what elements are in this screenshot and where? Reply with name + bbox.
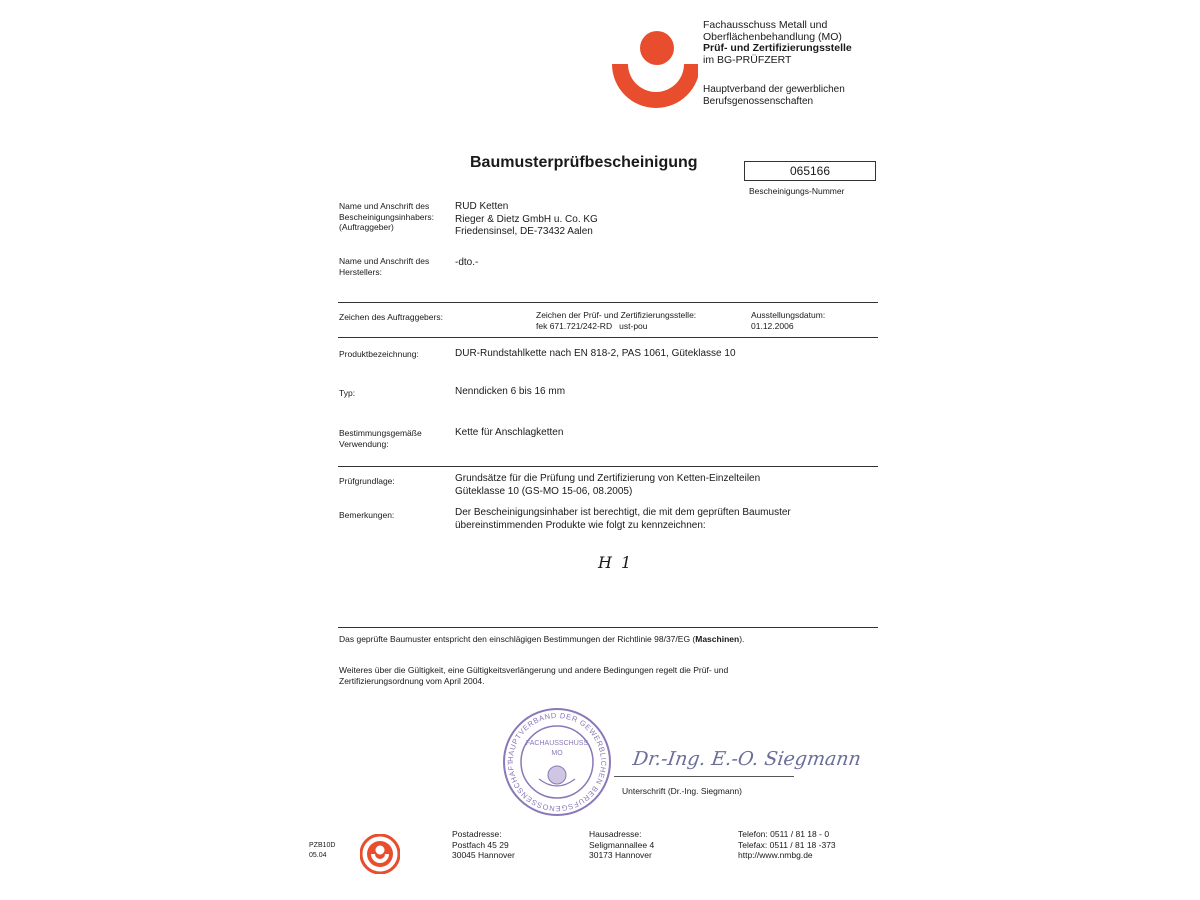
product-marking: H 1 (598, 553, 634, 572)
form-code: PZB10D 05.04 (309, 842, 336, 859)
stamp-center-mid: MO (551, 750, 563, 757)
agency-reference-label: Zeichen der Prüf- und Zertifizierungsstelle: (536, 310, 697, 320)
organization-logo (608, 24, 698, 124)
divider-refs-top (338, 302, 878, 303)
remarks-label: Bemerkungen: (339, 510, 395, 520)
agency-reference-value: fek 671.721/242-RD ust-pou (536, 321, 648, 331)
product-value: DUR-Rundstahlkette nach EN 818-2, PAS 1061, Güteklasse 10 (455, 348, 736, 359)
certificate-number-label: Bescheinigungs-Nummer (749, 186, 845, 196)
house-address: Hausadresse: Seligmannallee 4 30173 Hannover (589, 829, 655, 860)
header-org-sub: im BG-PRÜFZERT (703, 53, 792, 66)
holder-label: Name und Anschrift des Bescheinigungsinhabers: (Auftraggeber) (339, 201, 434, 232)
certificate-number: 065166 (789, 164, 831, 178)
header-org-line-2: Oberflächenbehandlung (MO) (703, 30, 842, 43)
usage-value: Kette für Anschlagketten (455, 427, 564, 438)
manufacturer-value: -dto.- (455, 257, 479, 268)
stamp-ring-text: HAUPTVERBAND DER GEWERBLICHEN BERUFSGENOSSENSCHAFT (505, 710, 609, 814)
issue-date-value: 01.12.2006 (751, 321, 794, 331)
contact-info: Telefon: 0511 / 81 18 - 0 Telefax: 0511 / 81 18 -373 http://www.nmbg.de (738, 829, 836, 860)
signature: Dr.-Ing. E.-O. Siegmann (631, 748, 863, 770)
directive-statement-bold: Maschinen (695, 634, 740, 644)
remarks-value: Der Bescheinigungsinhaber ist berechtigt, die mit dem geprüften Baumuster übereinstimmenden Produkte wie folgt zu kennzeichnen: (455, 507, 791, 531)
client-reference-label: Zeichen des Auftraggebers: (339, 312, 443, 322)
directive-statement-suffix: ). (739, 634, 745, 644)
stamp-center-top: FACHAUSSCHUSS (525, 740, 589, 747)
type-label: Typ: (339, 388, 356, 398)
signature-line (614, 776, 794, 777)
manufacturer-label: Name und Anschrift des Herstellers: (339, 256, 430, 277)
product-label: Produktbezeichnung: (339, 349, 419, 359)
document-title: Baumusterprüfbescheinigung (470, 154, 698, 171)
issue-date-label: Ausstellungsdatum: (751, 310, 826, 320)
certificate-number-box (744, 161, 876, 181)
type-value: Nenndicken 6 bis 16 mm (455, 386, 566, 397)
holder-value: RUD Ketten Rieger & Dietz GmbH u. Co. KG Friedensinsel, DE-73432 Aalen (455, 201, 598, 237)
directive-statement-prefix: Das geprüfte Baumuster entspricht den einschlägigen Bestimmungen der Richtlinie 98/37/EG ( (339, 634, 696, 644)
divider-basis-top (338, 466, 878, 467)
official-stamp (495, 707, 620, 817)
usage-label: Bestimmungsgemäße Verwendung: (339, 428, 422, 449)
certification-badge (360, 834, 400, 874)
divider-statement-top (338, 627, 878, 628)
directive-statement (339, 634, 744, 645)
divider-refs-bottom (338, 337, 878, 338)
basis-value: Grundsätze für die Prüfung und Zertifizierung von Ketten-Einzelteilen Güteklasse 10 (GS-MO 15-06, 08.2005) (455, 473, 761, 497)
header-org-bold: Prüf- und Zertifizierungsstelle (703, 42, 852, 54)
header-org-text (703, 20, 852, 66)
validity-text: Weiteres über die Gültigkeit, eine Gültigkeitsverlängerung und andere Bedingungen regelt die Prüf- und Zertifizierungsordnung vom April 2004. (339, 665, 729, 686)
basis-label: Prüfgrundlage: (339, 476, 395, 486)
header-org-line-1: Fachausschuss Metall und (703, 19, 828, 31)
header-association: Hauptverband der gewerblichen Berufsgenossenschaften (703, 84, 845, 107)
signature-caption: Unterschrift (Dr.-Ing. Siegmann) (622, 786, 742, 796)
postal-address: Postadresse: Postfach 45 29 30045 Hannover (452, 829, 515, 860)
